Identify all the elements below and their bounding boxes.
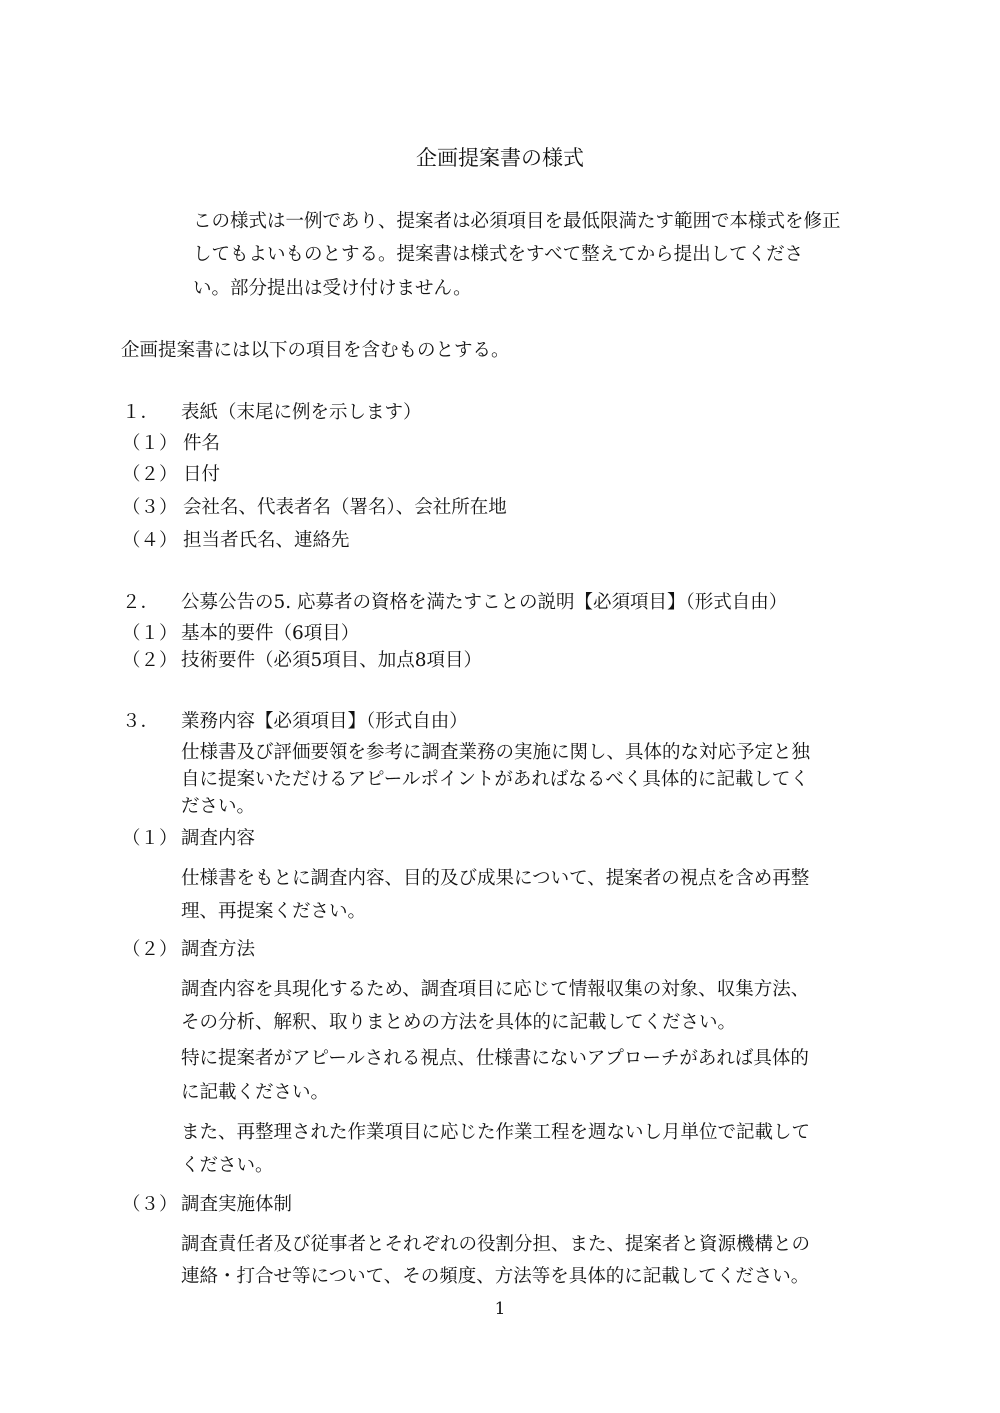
section-3-sub-2-line-5: また、再整理された作業項目に応じた作業工程を週ないし月単位で記載して	[181, 1122, 811, 1143]
section-1-item-3-number: （３）	[122, 497, 178, 518]
section-3-sub-2-line-2: その分析、解釈、取りまとめの方法を具体的に記載してください。	[181, 1012, 737, 1033]
section-1-number: １．	[122, 402, 160, 423]
intro-line-3: い。部分提出は受け付けません。	[193, 278, 472, 299]
intro-line-1: この様式は一例であり、提案者は必須項目を最低限満たす範囲で本様式を修正	[193, 211, 841, 232]
section-3-sub-1-number: （１）	[122, 828, 178, 849]
section-3-desc-line-3: ださい。	[181, 796, 256, 817]
section-1-item-3-text: 会社名、代表者名（署名）、会社所在地	[183, 497, 507, 518]
section-1-item-1-text: 件名	[183, 433, 221, 454]
section-1-item-4-text: 担当者氏名、連絡先	[183, 530, 350, 551]
page-title: 企画提案書の様式	[416, 146, 584, 170]
section-3-sub-2-line-4: に記載ください。	[181, 1082, 330, 1103]
section-3-sub-2-label: 調査方法	[181, 939, 256, 960]
section-3-sub-2-number: （２）	[122, 939, 178, 960]
section-1-item-1-number: （１）	[122, 433, 178, 454]
section-3-desc-line-1: 仕様書及び評価要領を参考に調査業務の実施に関し、具体的な対応予定と独	[181, 742, 811, 763]
section-3-sub-2-line-3: 特に提案者がアピールされる視点、仕様書にないアプローチがあれば具体的	[181, 1048, 809, 1069]
section-2-item-1-number: （１）	[122, 623, 178, 644]
lead-text: 企画提案書には以下の項目を含むものとする。	[121, 340, 510, 361]
section-3-sub-1-label: 調査内容	[181, 828, 256, 849]
section-3-sub-3-line-1: 調査責任者及び従事者とそれぞれの役割分担、また、提案者と資源機構との	[181, 1234, 811, 1255]
section-2-item-2-text: 技術要件（必須5項目、加点8項目）	[181, 650, 483, 671]
section-1-item-2-text: 日付	[183, 464, 221, 485]
page-number: 1	[494, 1299, 506, 1319]
section-3-heading: 業務内容【必須項目】（形式自由）	[181, 711, 468, 732]
section-2-number: ２．	[122, 592, 160, 613]
section-1-heading: 表紙（末尾に例を示します）	[181, 402, 422, 423]
intro-line-2: してもよいものとする。提案書は様式をすべて整えてから提出してくださ	[193, 244, 804, 265]
section-3-sub-3-number: （３）	[122, 1194, 178, 1215]
section-3-sub-1-line-2: 理、再提案ください。	[181, 901, 367, 922]
section-3-sub-3-line-2: 連絡・打合せ等について、その頻度、方法等を具体的に記載してください。	[181, 1266, 810, 1287]
section-3-desc-line-2: 自に提案いただけるアピールポイントがあればなるべく具体的に記載してく	[181, 769, 809, 790]
section-2-item-1-text: 基本的要件（6項目）	[181, 623, 360, 644]
section-3-sub-1-line-1: 仕様書をもとに調査内容、目的及び成果について、提案者の視点を含め再整	[181, 868, 810, 889]
section-1-item-4-number: （４）	[122, 530, 178, 551]
section-2-item-2-number: （２）	[122, 650, 178, 671]
section-3-sub-2-line-6: ください。	[181, 1155, 274, 1176]
section-3-number: ３．	[122, 711, 160, 732]
section-1-item-2-number: （２）	[122, 464, 178, 485]
section-2-heading: 公募公告の5. 応募者の資格を満たすことの説明【必須項目】（形式自由）	[181, 592, 788, 613]
section-3-sub-2-line-1: 調査内容を具現化するため、調査項目に応じて情報収集の対象、収集方法、	[181, 979, 810, 1000]
section-3-sub-3-label: 調査実施体制	[181, 1194, 293, 1215]
